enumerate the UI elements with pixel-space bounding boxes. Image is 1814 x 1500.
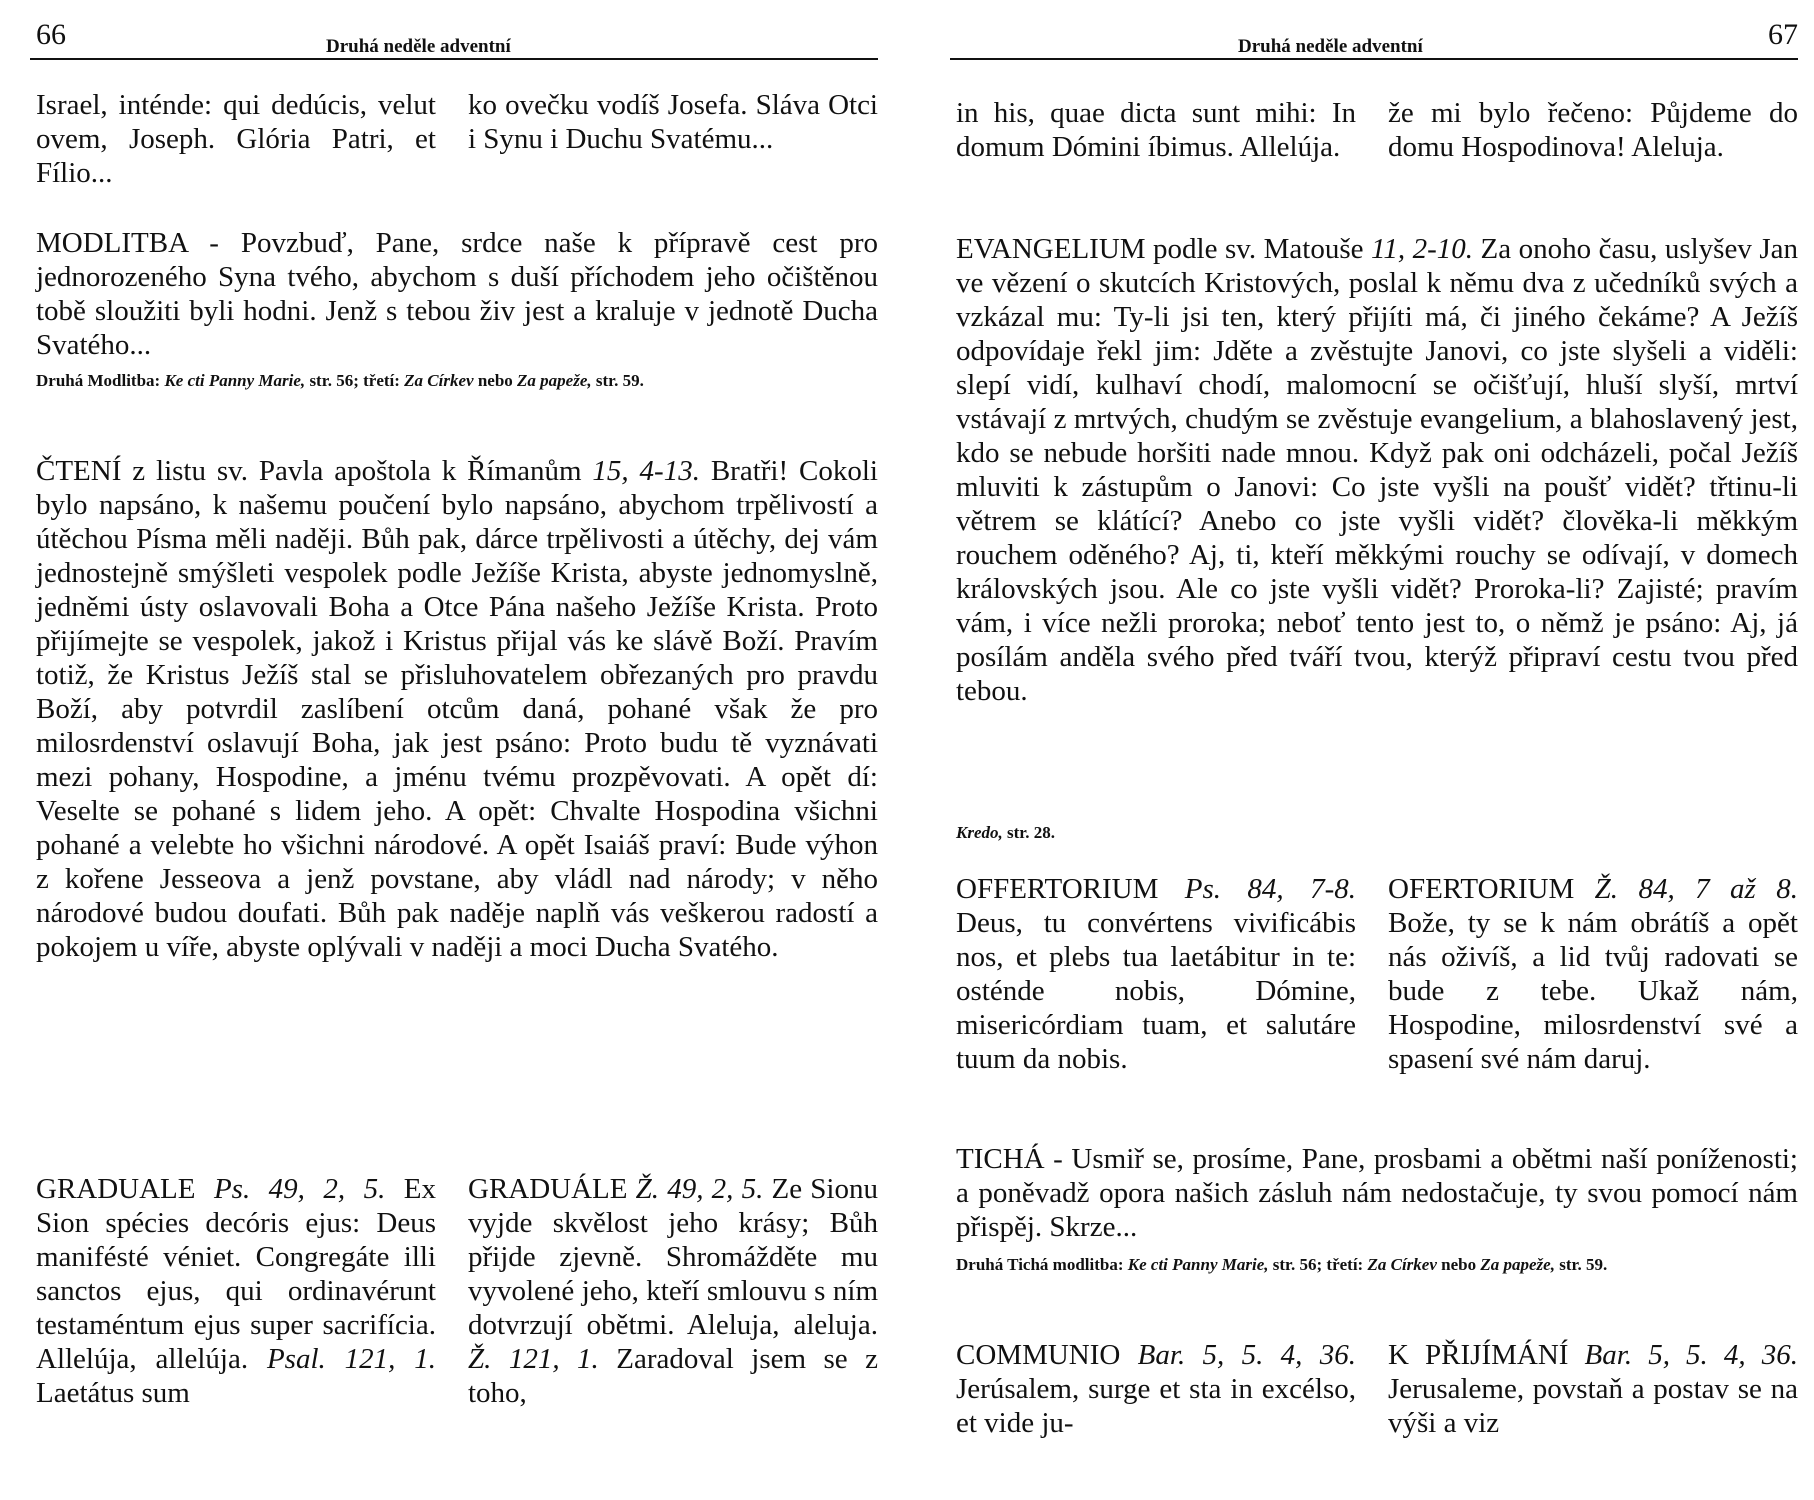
note-text: str. 59. — [1554, 1255, 1608, 1274]
ticha-section — [956, 1142, 1798, 1244]
communio-latin-text: Jerúsalem, surge et sta in excélso, et vide ju- — [956, 1373, 1356, 1439]
running-header — [950, 18, 1798, 60]
modlitba-section — [36, 226, 878, 362]
note-ref: Kredo, — [956, 823, 1003, 842]
page-number: 66 — [36, 18, 66, 51]
modlitba-text: - Povzbuď, Pane, srdce naše k přípravě cest pro jednorozeného Syna tvého, abychom s duší příchodem jeho očištěnou tobě sloužiti byli hodni. Jenž s tebou živ jest a kraluje v jednotě Ducha Svatého... — [36, 227, 878, 361]
running-head-title: Druhá neděle adventní — [326, 36, 511, 57]
cteni-reference: 15, 4-13. — [592, 455, 700, 487]
communio-czech-heading: K PŘIJÍMÁNÍ — [1388, 1339, 1569, 1371]
communio-latin-ref: Bar. 5, 5. 4, 36. — [1120, 1339, 1356, 1371]
ticha-note — [956, 1254, 1798, 1276]
evangelium-reference: 11, 2-10. — [1371, 233, 1473, 265]
note-text: str. 56; třetí: — [305, 371, 405, 390]
graduale-latin-psalm-ref: Psal. 121, 1. — [266, 1343, 436, 1375]
offertorium-czech — [1388, 872, 1798, 1076]
note-text: nebo — [473, 371, 518, 390]
offertorium-czech-ref: Ž. 84, 7 až 8. — [1574, 873, 1798, 905]
cteni-intro: z listu sv. Pavla apoštola k Římanům — [121, 455, 593, 487]
left-page — [30, 0, 890, 1500]
note-text: str. 59. — [591, 371, 644, 390]
running-header — [30, 18, 878, 60]
ticha-heading: TICHÁ — [956, 1143, 1045, 1175]
note-ref: Za papeže, — [517, 371, 592, 390]
modlitba-heading: MODLITBA — [36, 227, 188, 259]
intro-czech: že mi bylo řečeno: Půjdeme do domu Hospodinova! Aleluja. — [1388, 97, 1798, 163]
evangelium-heading: EVANGELIUM — [956, 233, 1146, 265]
evangelium-intro: podle sv. Matouše — [1145, 233, 1371, 265]
right-page — [950, 0, 1810, 1500]
cteni-section — [36, 454, 878, 964]
cteni-text: Bratři! Cokoli bylo napsáno, k našemu poučení bylo napsáno, abychom trpělivostí a útěchou Písma měli naději. Bůh pak, dárce trpělivosti a útěchy, dej vám jednostejně smýšleti vespolek podle Ježíše Krista, abyste jednomyslně, jedněmi ústy oslavovali Boha a Otce Pána našeho Ježíše Krista. Proto přijímejte se vespolek, jakož i Kristus přijal vás ke slávě Boží. Pravím totiž, že Kristus Ježíš stal se přisluhovatelem obřezaných pro pravdu Boží, aby potvrdil zaslíbení otcům daná, pohané však že pro milosrdenství oslavují Boha, jak jest psáno: Proto budu tě vyznávati mezi pohany, Hospodine, a jménu tvému prozpěvovati. A opět dí: Veselte se pohané s lidem jeho. A opět: Chvalte Hospodina všichni pohané a velebte ho všichni národové. A opět Isaiáš praví: Bude výhon z kořene Jesseova a jenž povstane, aby vládl nad národy; v něho národové budou doufati. Bůh pak naděje naplň vás veškerou radostí a pokojem u víře, abyste oplývali v naději a moci Ducha Svatého. — [36, 455, 878, 963]
graduale-czech-tail: Zaradoval jsem se z toho, — [468, 1343, 878, 1409]
offertorium-czech-heading: OFERTORIUM — [1388, 873, 1575, 905]
intro-latin: Israel, inténde: qui dedúcis, velut ovem, Joseph. Glória Patri, et Fílio... — [36, 89, 436, 189]
note-ref: Za Církev — [1367, 1255, 1437, 1274]
graduale-czech-heading: GRADUÁLE — [468, 1173, 628, 1205]
page-number: 67 — [1768, 18, 1798, 51]
graduale-latin-tail: Laetátus sum — [36, 1377, 190, 1409]
communio-czech-text: Jerusaleme, povstaň a postav se na výši a viz — [1388, 1373, 1798, 1439]
offertorium-latin-ref: Ps. 84, 7-8. — [1158, 873, 1356, 905]
graduale-latin — [36, 1172, 436, 1410]
note-text: Druhá Tichá modlitba: — [956, 1255, 1128, 1274]
offertorium-czech-text: Bože, ty se k nám obrátíš a opět nás oživíš, a lid tvůj radovati se bude z tebe. Ukaž nám, Hospodine, milosrdenství své a spasení své nám daruj. — [1388, 907, 1798, 1075]
running-head-title: Druhá neděle adventní — [1238, 36, 1423, 57]
credo-note — [956, 822, 1798, 844]
offertorium-latin — [956, 872, 1356, 1076]
offertorium-latin-text: Deus, tu convértens vivificábis nos, et plebs tua laetábitur in te: osténde nobis, Dómine, misericórdiam tuam, et salutáre tuum da nobis. — [956, 907, 1356, 1075]
modlitba-note — [36, 370, 878, 392]
intro-latin: in his, quae dicta sunt mihi: In domum Dómini íbimus. Allelúja. — [956, 97, 1356, 163]
graduale-czech — [468, 1172, 878, 1410]
evangelium-section — [956, 232, 1798, 708]
communio-czech-ref: Bar. 5, 5. 4, 36. — [1568, 1339, 1798, 1371]
cteni-heading: ČTENÍ — [36, 455, 122, 487]
ticha-text: - Usmiř se, prosíme, Pane, prosbami a obětmi naší poníženosti; a poněvadž opora našich zásluh nám nedostačuje, ty svou pomocí nám přispěj. Skrze... — [956, 1143, 1798, 1243]
evangelium-text: Za onoho času, uslyšev Jan ve vězení o skutcích Kristových, poslal k němu dva z učedníků svých a vzkázal mu: Ty-li jsi ten, který přijíti má, či jiného čekáme? A Ježíš odpovídaje řekl jim: Jděte a zvěstujte Janovi, co jste slyšeli a viděli: slepí vidí, kulhaví chodí, malomocní se očišťují, hluší slyší, mrtví vstávají z mrtvých, chudým se zvěstuje evangelium, a blahoslavený jest, kdo se nebude horšiti nade mnou. Když pak oni odcházeli, počal Ježíš mluviti k zástupům o Janovi: Co jste vyšli na poušť vidět? třtinu-li větrem se klátící? Anebo co jste vyšli vidět? člověka-li měkkým rouchem oděného? Aj, ti, kteří měkkými rouchy se odívají, v domech královských jsou. Ale co jste vyšli vidět? Proroka-li? Zajisté; pravím vám, i více nežli proroka; neboť tento jest to, o němž je psáno: Aj, já posílám anděla svého před tváří tvou, kterýž připraví cestu tvou před tebou. — [956, 233, 1798, 707]
note-text: str. 28. — [1002, 823, 1056, 842]
offertorium-latin-heading: OFFERTORIUM — [956, 873, 1159, 905]
graduale-czech-text: Ze Sionu vyjde skvělost jeho krásy; Bůh přijde zjevně. Shromážděte mu vyvolené jeho, kteří smlouvu s ním dotvrzují obětmi. Aleluja, aleluja. — [468, 1173, 878, 1341]
note-ref: Za Církev — [404, 371, 474, 390]
note-ref: Za papeže, — [1480, 1255, 1555, 1274]
note-text: Druhá Modlitba: — [36, 371, 165, 390]
communio-latin-heading: COMMUNIO — [956, 1339, 1121, 1371]
communio-latin — [956, 1338, 1356, 1440]
graduale-latin-text: Ex Sion spécies decóris ejus: Deus manifésté véniet. Congregáte illi sanctos ejus, qui ordinavérunt testaméntum ejus super sacrifícia. Allelúja, allelúja. — [36, 1173, 436, 1375]
graduale-latin-ref: Ps. 49, 2, 5. — [195, 1173, 386, 1205]
note-ref: Ke cti Panny Marie, — [1127, 1255, 1269, 1274]
communio-czech — [1388, 1338, 1798, 1440]
note-text: str. 56; třetí: — [1268, 1255, 1368, 1274]
graduale-czech-ref: Ž. 49, 2, 5. — [627, 1173, 764, 1205]
intro-czech: ko ovečku vodíš Josefa. Sláva Otci i Synu i Duchu Svatému... — [468, 89, 878, 155]
note-text: nebo — [1436, 1255, 1481, 1274]
graduale-latin-heading: GRADUALE — [36, 1173, 196, 1205]
note-ref: Ke cti Panny Marie, — [164, 371, 306, 390]
graduale-czech-psalm-ref: Ž. 121, 1. — [468, 1343, 599, 1375]
